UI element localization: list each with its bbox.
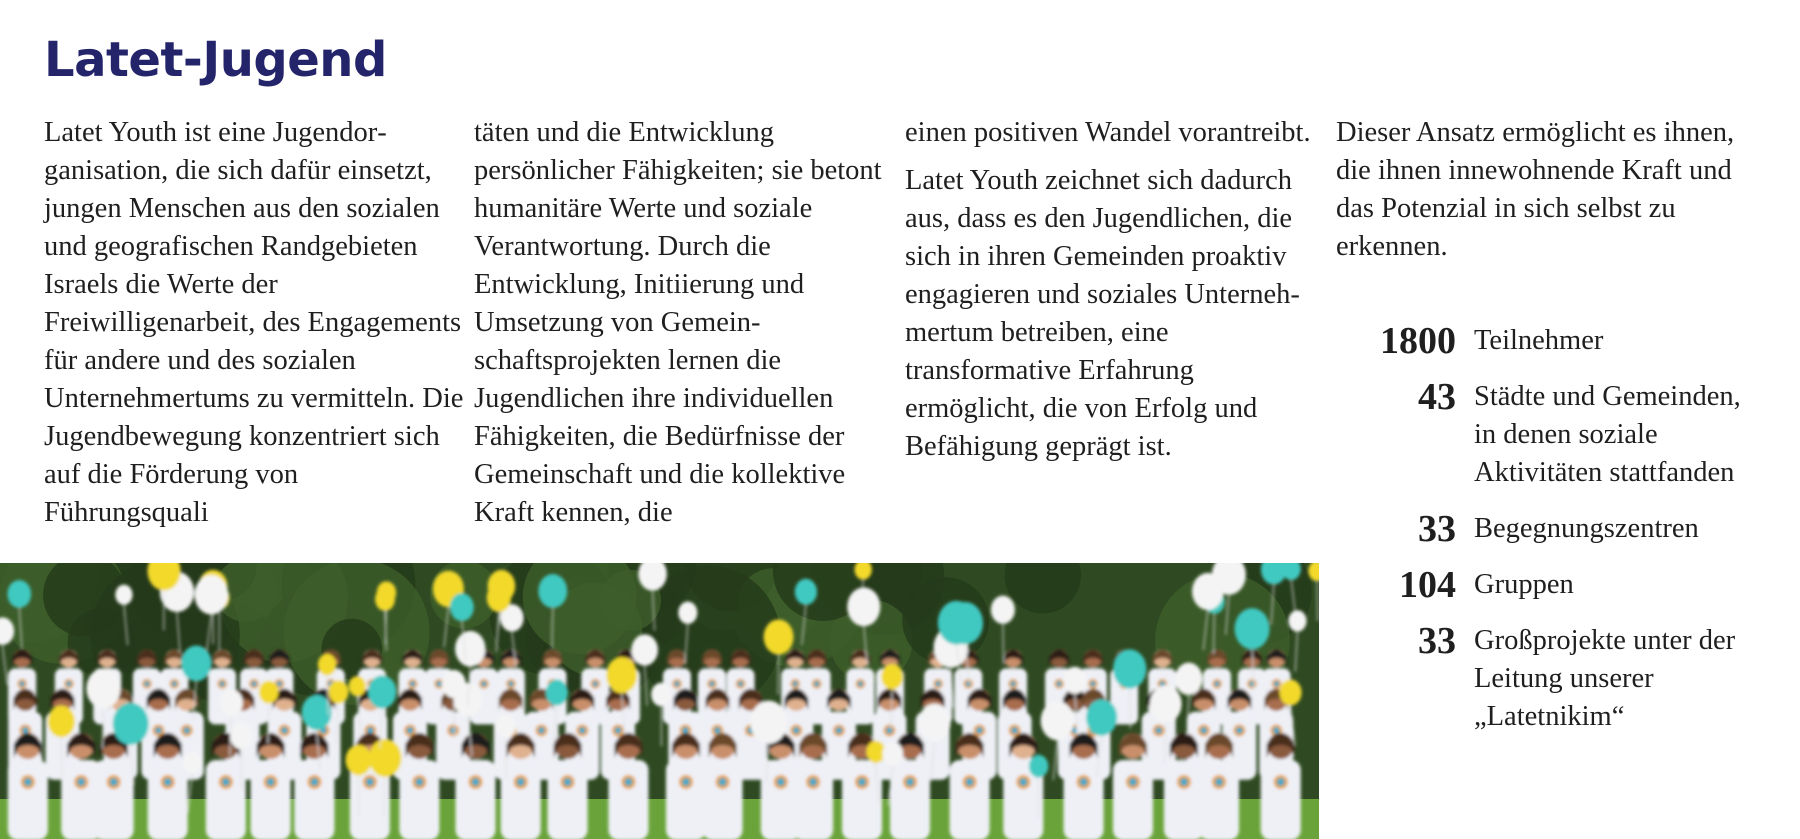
shirt-logo <box>66 681 72 687</box>
shirt-logo <box>858 681 864 687</box>
person-shirt <box>206 760 246 839</box>
person-shirt <box>548 760 588 839</box>
balloon <box>1280 680 1302 706</box>
shirt-logo <box>144 681 150 687</box>
stat-number: 33 <box>1418 508 1456 550</box>
balloon <box>368 675 396 708</box>
balloon <box>230 722 253 749</box>
shirt-logo <box>164 778 172 786</box>
shirt-logo <box>593 681 599 687</box>
shirt-logo <box>976 727 983 734</box>
column-2-paragraph: täten und die Entwicklung persönlicher Fähigkeiten; sie betont humanitäre Werte und soziale Verantwortung. Durch die Entwicklung, Initiierung und Umsetzung von Gemeinschaftsprojekten lernen die Jugendlichen ihre individuellen Fähigkeiten, die Bedürfnisse der Gemeinschaft und die kollektive Kraft kennen, die <box>474 117 882 528</box>
stat-item <box>1336 378 1776 492</box>
shirt-logo <box>1200 727 1207 734</box>
balloon <box>369 739 401 777</box>
balloon <box>86 669 120 709</box>
shirt-logo <box>682 727 689 734</box>
balloon <box>882 742 903 766</box>
balloon <box>487 583 511 612</box>
balloon <box>318 654 336 676</box>
balloon <box>1235 608 1270 649</box>
shirt-logo <box>219 681 225 687</box>
balloon <box>606 657 637 693</box>
balloon <box>795 579 817 605</box>
shirt-logo <box>481 681 487 687</box>
stat-number: 33 <box>1418 620 1456 662</box>
shirt-logo <box>858 778 866 786</box>
text-column-1 <box>44 114 464 532</box>
balloon <box>631 634 658 665</box>
balloon <box>1041 701 1074 740</box>
balloon <box>450 593 474 621</box>
shirt-logo <box>22 727 29 734</box>
balloon <box>455 631 485 667</box>
balloon <box>349 676 366 696</box>
shirt-logo <box>615 727 622 734</box>
shirt-logo <box>1180 778 1188 786</box>
balloon <box>651 683 671 707</box>
shirt-logo <box>906 778 914 786</box>
shirt-logo <box>965 681 971 687</box>
text-column-3 <box>905 114 1325 466</box>
stat-label: Gruppen <box>1474 569 1574 600</box>
column-3-paragraph-2: Latet Youth zeichnet sich dadurch aus, dass es den Jugendlichen, die sich in ihren Gemeinden proaktiv engagieren und soziales Unternehmertum betreiben, eine transformative Erfahrung ermöglicht, die von Erfolg und Befähigung geprägt ist. <box>905 165 1300 462</box>
balloon <box>938 601 975 645</box>
shirt-logo <box>367 727 374 734</box>
shirt-logo <box>1010 681 1016 687</box>
balloon <box>1113 649 1146 688</box>
shirt-logo <box>935 681 941 687</box>
person-shirt <box>890 760 930 839</box>
shirt-logo <box>886 727 893 734</box>
balloon <box>881 664 903 690</box>
shirt-logo <box>714 727 721 734</box>
shirt-logo <box>624 778 632 786</box>
balloon <box>115 585 132 605</box>
stat-label: Großprojekte unter der Leitung unserer „Latetnikim“ <box>1474 625 1736 732</box>
shirt-logo <box>579 727 586 734</box>
balloon <box>181 645 211 681</box>
shirt-logo <box>436 681 442 687</box>
balloon <box>1150 685 1182 722</box>
person-shirt <box>251 760 291 839</box>
shirt-logo <box>674 681 680 687</box>
person-shirt <box>666 760 706 839</box>
balloon-string <box>1317 581 1318 621</box>
shirt-logo <box>19 681 25 687</box>
balloon <box>847 587 880 626</box>
shirt-logo <box>277 681 283 687</box>
shirt-logo <box>281 727 288 734</box>
text-column-2 <box>474 114 904 532</box>
balloon <box>1192 573 1223 610</box>
stat-label: Städte und Gemeinden, in denen soziale Aktivitäten stattfanden <box>1474 381 1741 488</box>
stat-item <box>1336 566 1776 604</box>
balloon-string <box>1038 778 1039 818</box>
shirt-logo <box>1056 681 1062 687</box>
shirt-logo <box>538 727 545 734</box>
balloon-string <box>1003 624 1004 664</box>
person-shirt <box>1113 760 1153 839</box>
stat-number: 43 <box>1418 376 1456 418</box>
balloon-string <box>552 608 553 648</box>
column-4-paragraph: Dieser Ansatz ermöglicht es ihnen, die ihnen innewohnende Kraft und das Potenzial in sich selbst zu erkennen. <box>1336 117 1735 262</box>
shirt-logo <box>564 778 572 786</box>
person-shirt <box>703 760 743 839</box>
shirt-logo <box>709 681 715 687</box>
shirt-logo <box>1215 778 1223 786</box>
shirt-logo <box>792 681 798 687</box>
shirt-logo <box>77 778 85 786</box>
balloon-string <box>268 703 269 743</box>
balloon <box>329 680 349 703</box>
shirt-logo <box>682 778 690 786</box>
balloon <box>183 751 202 773</box>
shirt-logo <box>517 778 525 786</box>
balloon <box>1029 755 1048 778</box>
shirt-logo <box>966 778 974 786</box>
balloon <box>919 704 951 742</box>
shirt-logo <box>155 727 162 734</box>
shirt-logo <box>1090 681 1096 687</box>
balloon <box>302 695 332 730</box>
person-shirt <box>1261 760 1301 839</box>
person-shirt <box>94 760 134 839</box>
balloon <box>346 745 372 776</box>
person-shirt <box>148 760 188 839</box>
shirt-logo <box>814 681 820 687</box>
balloon <box>1288 610 1306 631</box>
shirt-logo <box>183 727 190 734</box>
shirt-logo <box>471 778 479 786</box>
person-shirt <box>294 760 334 839</box>
shirt-logo <box>508 681 514 687</box>
column-3-paragraph-1: einen positiven Wandel vorantreibt. <box>905 117 1311 148</box>
stat-number: 1800 <box>1380 320 1456 362</box>
balloon <box>750 701 787 744</box>
balloon <box>496 714 516 738</box>
stat-number: 104 <box>1399 564 1456 606</box>
shirt-logo <box>1274 681 1280 687</box>
page-title: Latet-Jugend <box>44 32 387 88</box>
balloon <box>538 574 567 608</box>
shirt-logo <box>793 727 800 734</box>
balloon-string <box>454 698 455 738</box>
person-shirt <box>455 760 495 839</box>
balloon <box>764 619 794 654</box>
shirt-logo <box>407 727 414 734</box>
shirt-logo <box>809 778 817 786</box>
balloon <box>442 670 466 698</box>
balloon <box>866 741 885 763</box>
balloon <box>991 596 1015 624</box>
shirt-logo <box>1214 681 1220 687</box>
shirt-logo <box>1011 727 1018 734</box>
balloon <box>1063 667 1086 694</box>
shirt-logo <box>415 778 423 786</box>
shirt-logo <box>719 778 727 786</box>
person-shirt <box>608 760 648 839</box>
shirt-logo <box>110 778 118 786</box>
person-shirt <box>399 760 439 839</box>
balloon <box>546 679 568 705</box>
shirt-logo <box>24 778 32 786</box>
shirt-logo <box>1277 778 1285 786</box>
shirt-logo <box>1155 727 1162 734</box>
balloon <box>678 601 697 623</box>
balloon <box>220 689 243 716</box>
statistics-list <box>1336 322 1776 754</box>
balloon <box>7 580 31 608</box>
shirt-logo <box>1236 727 1243 734</box>
stat-label: Begegnungszentren <box>1474 513 1699 544</box>
stat-item <box>1336 622 1776 736</box>
balloon <box>259 681 278 704</box>
stat-label: Teilnehmer <box>1474 325 1604 356</box>
shirt-logo <box>251 681 257 687</box>
group-photo <box>0 563 1319 839</box>
balloon <box>1086 699 1117 735</box>
balloon <box>113 703 149 745</box>
person-shirt <box>8 760 48 839</box>
balloon-string <box>1130 689 1131 729</box>
balloon <box>48 705 75 737</box>
shirt-logo <box>410 681 416 687</box>
person-shirt <box>950 760 990 839</box>
person-shirt <box>1199 760 1239 839</box>
shirt-logo <box>777 778 785 786</box>
balloon <box>375 588 395 611</box>
balloon <box>194 575 228 615</box>
shirt-logo <box>172 681 178 687</box>
shirt-logo <box>738 681 744 687</box>
person-shirt <box>793 760 833 839</box>
text-column-4 <box>1336 114 1776 266</box>
column-1-paragraph: Latet Youth ist eine Jugendorganisation, die sich dafür einsetzt, jungen Menschen aus den sozialen und geografischen Randgebieten Israels die Werte der Freiwilligenarbeit, des Engagements für andere und des sozialen Unternehmertums zu vermitteln. Die Jugendbewegung konzentriert sich auf die Förderung von Führungsquali <box>44 117 464 528</box>
balloon <box>1175 663 1203 695</box>
balloon-string <box>778 655 779 695</box>
stat-item <box>1336 510 1776 548</box>
shirt-logo <box>310 778 318 786</box>
shirt-logo <box>1129 778 1137 786</box>
person-shirt <box>1164 760 1204 839</box>
shirt-logo <box>267 778 275 786</box>
shirt-logo <box>222 778 230 786</box>
shirt-logo <box>1080 778 1088 786</box>
shirt-logo <box>450 727 457 734</box>
shirt-logo <box>1019 778 1027 786</box>
shirt-logo <box>1273 727 1280 734</box>
shirt-logo <box>836 727 843 734</box>
shirt-logo <box>366 778 374 786</box>
stat-item <box>1336 322 1776 360</box>
group-photo-with-balloons-icon <box>0 563 1319 839</box>
